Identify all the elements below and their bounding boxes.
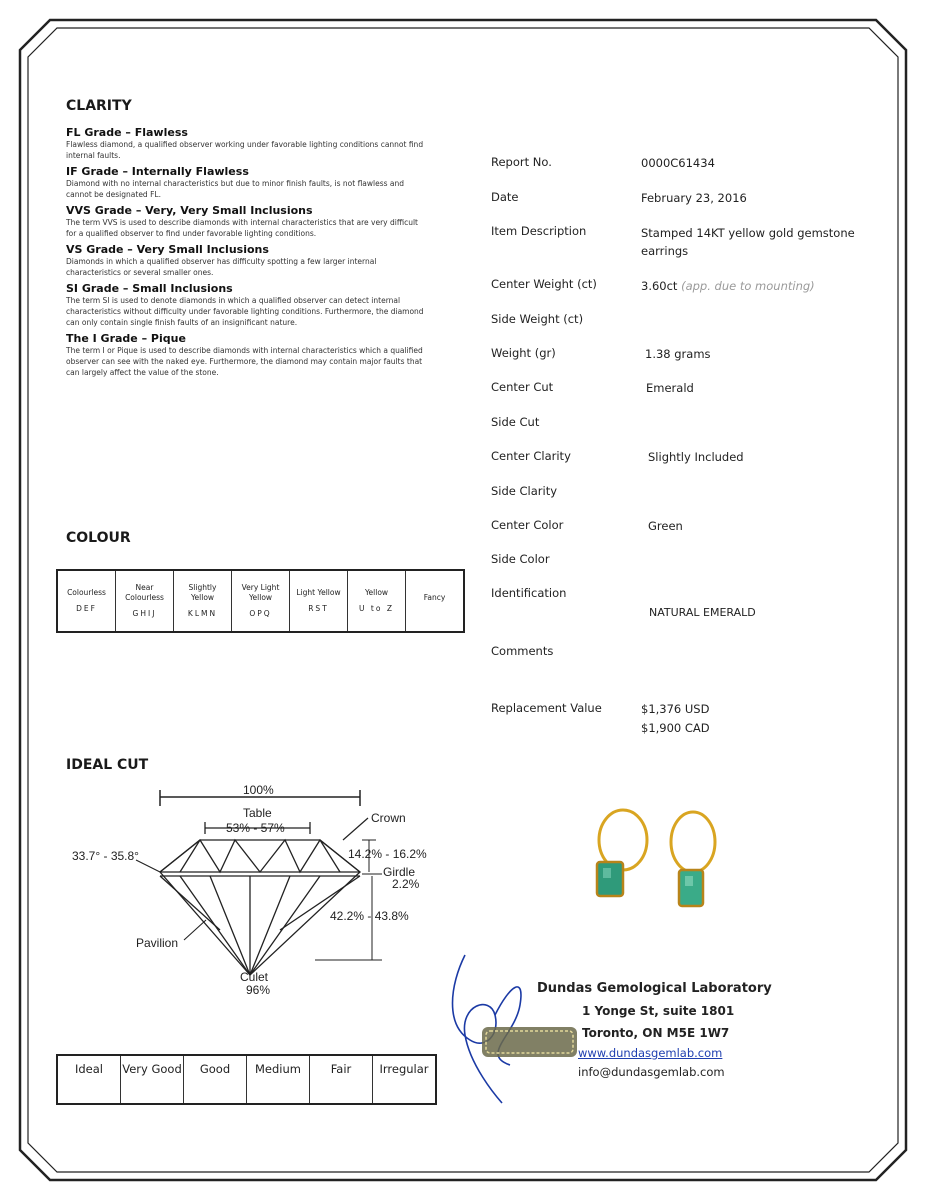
item-description-value: Stamped 14KT yellow gold gemstone earrings	[641, 226, 855, 258]
width-label: 100%	[243, 783, 274, 797]
diamond-cut-diagram	[60, 780, 450, 1010]
clarity-section	[66, 98, 436, 378]
clarity-grade-heading: VS Grade – Very Small Inclusions	[66, 243, 269, 256]
clarity-grade	[66, 165, 436, 200]
colour-cell-name: Fancy	[423, 593, 446, 602]
colour-cell-name: Near Colourless	[125, 583, 164, 602]
replacement-cad: $1,900 CAD	[641, 721, 710, 735]
center-weight-amount: 3.60ct	[641, 279, 678, 293]
earrings-photo	[575, 800, 745, 930]
comments-label: Comments	[491, 644, 554, 658]
center-weight-value	[641, 277, 871, 295]
report-no-label: Report No.	[491, 155, 552, 169]
lab-address-line-2: Toronto, ON M5E 1W7	[582, 1026, 730, 1040]
weight-value: 1.38 grams	[645, 347, 711, 361]
colour-cell-name: Very Light Yellow	[241, 583, 280, 602]
crown-label: Crown	[371, 811, 406, 825]
date-label: Date	[491, 190, 519, 204]
clarity-grade	[66, 332, 436, 378]
cut-grade-cell: Very Good	[121, 1055, 184, 1104]
colour-cell-grade: DEF	[76, 604, 97, 613]
clarity-grade-heading: IF Grade – Internally Flawless	[66, 165, 249, 178]
lab-email: info@dundasgemlab.com	[578, 1065, 725, 1079]
date-value: February 23, 2016	[641, 191, 747, 205]
colour-cell	[57, 570, 116, 632]
center-clarity-value: Slightly Included	[648, 450, 744, 464]
culet-value: 96%	[246, 983, 271, 997]
side-cut-label: Side Cut	[491, 415, 540, 429]
weight-label: Weight (gr)	[491, 346, 556, 360]
colour-cell-grade: RST	[308, 604, 329, 613]
clarity-grade	[66, 126, 436, 161]
cut-grade-cell: Medium	[247, 1055, 310, 1104]
colour-cell-grade: U to Z	[359, 604, 394, 613]
clarity-grade-description: Diamond with no internal characteristics but due to minor finish faults, is not flawless and cannot be designated FL.	[66, 179, 405, 199]
diamond-outline	[160, 840, 360, 975]
clarity-grade-description: Diamonds in which a qualified observer has difficulty spotting a few larger internal characteristics or several smaller ones.	[66, 257, 377, 277]
side-clarity-label: Side Clarity	[491, 484, 558, 498]
center-weight-label: Center Weight (ct)	[491, 277, 597, 291]
clarity-grade-description: The term I or Pique is used to describe diamonds with internal characteristics which a qualified observer can see with the naked eye. Furthermore, the diamond may contain major faults that can largely affect the value of the stone.	[66, 346, 423, 377]
clarity-grade	[66, 282, 436, 328]
colour-cell-grade: OPQ	[249, 609, 272, 618]
center-weight-note: (app. due to mounting)	[681, 279, 815, 293]
cut-grade-cell: Good	[184, 1055, 247, 1104]
colour-cell	[232, 570, 290, 632]
lab-name: Dundas Gemological Laboratory	[537, 981, 772, 996]
cut-grade-table	[56, 1054, 437, 1105]
colour-cell	[116, 570, 174, 632]
clarity-title: CLARITY	[66, 98, 132, 114]
colour-cell-grade: GHIJ	[132, 609, 157, 618]
clarity-grade-description: Flawless diamond, a qualified observer working under favorable lighting conditions cannot find internal faults.	[66, 140, 424, 160]
clarity-grade-heading: VVS Grade – Very, Very Small Inclusions	[66, 204, 313, 217]
cut-grade-cell: Fair	[310, 1055, 373, 1104]
crown-angle-label: 33.7° - 35.8°	[72, 849, 139, 863]
identification-label: Identification	[491, 586, 567, 600]
colour-cell	[290, 570, 348, 632]
center-color-value: Green	[648, 519, 683, 533]
colour-cell-name: Light Yellow	[296, 588, 341, 597]
clarity-grade	[66, 204, 436, 239]
colour-cell	[406, 570, 465, 632]
cut-grade-cell: Ideal	[57, 1055, 121, 1104]
center-cut-label: Center Cut	[491, 380, 554, 394]
colour-cell	[348, 570, 406, 632]
replacement-value-label: Replacement Value	[491, 701, 602, 715]
colour-cell	[174, 570, 232, 632]
girdle-value: 2.2%	[392, 877, 420, 891]
colour-cell-name: Colourless	[67, 588, 106, 597]
clarity-grade-heading: SI Grade – Small Inclusions	[66, 282, 233, 295]
lab-address-line-1: 1 Yonge St, suite 1801	[582, 1004, 735, 1018]
report-no-value: 0000C61434	[641, 156, 715, 170]
clarity-grade-description: The term VVS is used to describe diamonds with internal characteristics that are very difficult for a qualified observer to find under favorable lighting conditions.	[66, 218, 419, 238]
colour-scale-table	[56, 569, 465, 633]
colour-cell-grade: KLMN	[187, 609, 218, 618]
clarity-grade-description: The term SI is used to denote diamonds in which a qualified observer can detect internal characteristics without difficulty under favorable lighting conditions. Furthermore, the diamond can only contain single finish faults of an insignificant nature.	[66, 296, 424, 327]
replacement-usd: $1,376 USD	[641, 702, 710, 716]
colour-cell-name: Slightly Yellow	[188, 583, 217, 602]
pavilion-depth-label: 42.2% - 43.8%	[330, 909, 409, 923]
item-description-label: Item Description	[491, 224, 587, 238]
center-cut-value: Emerald	[646, 381, 694, 395]
center-clarity-label: Center Clarity	[491, 449, 571, 463]
culet-label: Culet	[240, 970, 269, 984]
cut-grade-cell: Irregular	[373, 1055, 437, 1104]
side-weight-label: Side Weight (ct)	[491, 312, 584, 326]
center-color-label: Center Color	[491, 518, 564, 532]
colour-cell-name: Yellow	[364, 588, 389, 597]
lab-website-link[interactable]: www.dundasgemlab.com	[578, 1046, 723, 1060]
girdle-label: Girdle	[383, 865, 416, 879]
crown-height-label: 14.2% - 16.2%	[348, 847, 427, 861]
clarity-grade	[66, 243, 436, 278]
clarity-grade-heading: FL Grade – Flawless	[66, 126, 188, 139]
side-color-label: Side Color	[491, 552, 550, 566]
identification-value: NATURAL EMERALD	[649, 606, 756, 619]
ideal-cut-title: IDEAL CUT	[66, 757, 149, 773]
clarity-grade-heading: The I Grade – Pique	[66, 332, 186, 345]
table-label: Table	[243, 806, 272, 820]
pavilion-label: Pavilion	[136, 936, 179, 950]
table-range-label: 53% - 57%	[226, 821, 285, 835]
signature-scribble	[440, 945, 580, 1110]
colour-title: COLOUR	[66, 530, 131, 546]
